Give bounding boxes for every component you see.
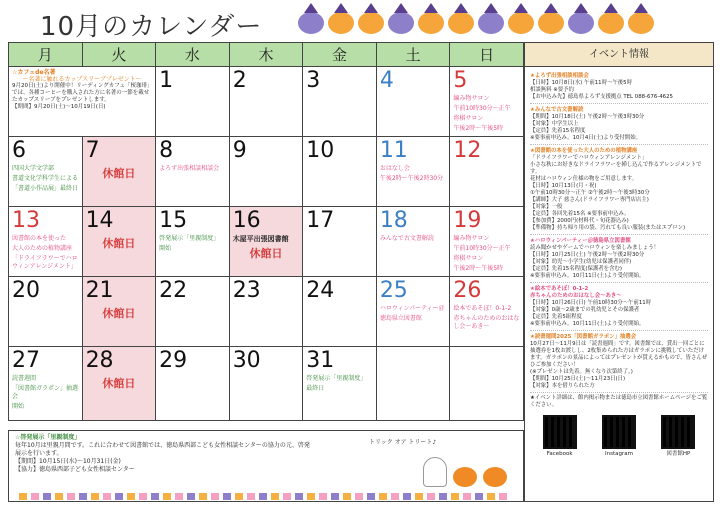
day-number: 7 [85, 138, 100, 163]
day-number: 5 [453, 68, 468, 93]
event-text: おはなし会 [379, 165, 410, 172]
day-cell[interactable] [82, 207, 156, 277]
jack-o-lantern-icon [483, 467, 507, 487]
event-subtitle: 赤ちゃんのためのおはなし会〜あき〜 [530, 293, 622, 299]
event-line: 読み聞かせやゲームでハロウィンを楽しみましょう！ [530, 245, 660, 251]
day-cell[interactable] [82, 277, 156, 347]
qr-label: 図書館HP [666, 451, 691, 457]
closed-label: 休館日 [102, 377, 136, 390]
pumpkin-decoration [298, 12, 654, 34]
day-number: 17 [306, 208, 335, 233]
event-info-body [525, 67, 713, 461]
divider [530, 392, 708, 393]
deco-text: トリック オア トリート♪ [369, 439, 437, 446]
gift-icon [127, 493, 135, 500]
weekday-sun: 日 [450, 43, 524, 67]
gift-icon [175, 493, 183, 500]
day-cell[interactable] [9, 207, 83, 277]
day-number: 12 [453, 138, 482, 163]
day-cell[interactable] [9, 137, 83, 207]
event-line: 【お申込み先】徳島県よろず支援拠点 TEL 088-676-4625 [530, 94, 673, 100]
gift-icon [487, 493, 495, 500]
day-cell-empty [376, 347, 450, 421]
day-cell[interactable] [229, 277, 303, 347]
pumpkin-icon [358, 12, 384, 34]
event-line: 【日時】10月26日(日) 午前10時30分〜午前11時 [530, 300, 652, 306]
gift-icon [499, 493, 507, 500]
gift-icon [475, 493, 483, 500]
day-cell[interactable] [156, 277, 230, 347]
event-text: 最終日 [306, 385, 325, 392]
day-number: 20 [12, 278, 40, 303]
event-text: 午後2時〜午後5時 [453, 265, 504, 272]
event-line: 【参加費】2000円(材料代・旬花器込み) [530, 218, 629, 224]
day-cell[interactable] [156, 207, 230, 277]
event-line: ※要事前申込み。10月4日(土)より受付開始。 [530, 135, 641, 141]
event-text: ハロウィンパーティー＠ [379, 305, 445, 312]
event-text: 将棋サロン [453, 115, 484, 122]
day-cell[interactable] [376, 207, 450, 277]
pumpkin-icon [568, 12, 594, 34]
divider [530, 330, 708, 331]
event-line: 小さな秋にお好きなドライフラワーを挿し込んで作るアレンジメントです。 [530, 162, 702, 175]
event-line: 【準備物】持ち帰り用の袋、汚れても良い服装(またはエプロン) [530, 225, 686, 231]
event-line: 花材はハロウィン仕様の物をご用意します。 [530, 176, 638, 182]
day-number: 31 [306, 348, 335, 373]
weekday-tue: 火 [82, 43, 156, 67]
day-number: 10 [306, 138, 335, 163]
day-cell[interactable] [82, 347, 156, 421]
foster-coop: 【協力】徳島県西部子ども女性相談センター [15, 466, 135, 473]
gift-icon [295, 493, 303, 500]
day-cell[interactable] [376, 67, 450, 137]
event-title: ★みんなで古文書解読 [530, 107, 584, 113]
gift-icon [103, 493, 111, 500]
gift-icon [391, 493, 399, 500]
gift-icon [307, 493, 315, 500]
day-number: 28 [85, 348, 114, 373]
event-line: 【対象】一般 [530, 204, 563, 210]
cafe-notice [9, 67, 156, 137]
gift-icon [247, 493, 255, 500]
gift-icon [31, 493, 39, 500]
pumpkin-icon [538, 12, 564, 34]
event-info-panel [524, 42, 714, 502]
day-number: 24 [306, 278, 335, 303]
event-line: 「ドライフラワーでハロウィンアレンジメント」 [530, 155, 648, 161]
gift-icon [403, 493, 411, 500]
day-cell[interactable] [9, 277, 83, 347]
event-block [530, 334, 708, 390]
week-row [9, 277, 524, 347]
cafe-sub: 〜名著に触れるカップスリーブプレゼント〜 [22, 76, 142, 83]
event-line: 【定員】各回先着15名 ※要事前申込み。 [530, 211, 630, 217]
day-number: 13 [12, 208, 40, 233]
divider [530, 234, 708, 235]
event-line: 10月27日〜11月9日は「読書週間」です。図書館では、貸出一回ごとに抽選券を1枚お渡しし、2枚集められた方はガラポンに挑戦していただけます。ガラポンの景品によってはプレゼントが貰えるかもので、皆さんぜひご参加ください！ [530, 341, 708, 368]
event-line: 【日時】10月13日(月・祝) [530, 183, 597, 189]
day-cell[interactable] [229, 137, 303, 207]
gift-icon [91, 493, 99, 500]
day-cell[interactable] [82, 137, 156, 207]
event-line: 【日時】10月8日(水) 午前11時〜午後5時 [530, 80, 632, 86]
day-number: 16 [232, 208, 261, 233]
event-text: 書道文化学科学生による [12, 175, 79, 182]
event-text: 絵本であそぼ！0-1-2 [453, 305, 512, 312]
event-line: 【日時】10月25日(土) 午後2時〜午後2時30分 [530, 252, 645, 258]
event-text: 読書週間 [12, 375, 37, 382]
gift-icon [283, 493, 291, 500]
day-number: 11 [379, 138, 408, 163]
gift-icon [115, 493, 123, 500]
day-cell[interactable] [9, 347, 83, 421]
qr-label: Facebook [546, 451, 573, 457]
day-number: 8 [159, 138, 174, 163]
event-line: 【対象】0歳〜2歳までの乳幼児とその保護者 [530, 307, 640, 313]
week-row [9, 137, 524, 207]
cafe-body: 9月20日(土)より開催中！リーディングカフェ「桜珈琲」では、各種コーヒーを購入された方に名著の一節を載せたカップスリーブをプレゼントします。 [12, 83, 150, 103]
cafe-period: 【期間】9月20日(土)〜10月19日(日) [12, 104, 106, 110]
pumpkin-icon [448, 12, 474, 34]
event-line: 【期間】10月25日(土)〜11月23日(日) [530, 376, 626, 382]
day-number: 14 [85, 208, 114, 233]
day-cell[interactable] [450, 67, 524, 137]
day-number: 26 [453, 278, 482, 303]
gift-icon [43, 493, 51, 500]
gift-icon [451, 493, 459, 500]
day-cell[interactable] [303, 277, 377, 347]
qr-code-row [530, 415, 708, 458]
event-line: 【講師】大子 慈さん(ドライフラワー専門店店主) [530, 197, 649, 203]
weekday-sat: 土 [376, 43, 450, 67]
day-cell[interactable] [303, 137, 377, 207]
foster-body: 毎年10月は里親月間です。これに合わせて図書館では、徳島県西部こども女性相談センターの協力の元、啓発展示を行います。 [15, 442, 310, 457]
gift-icon [211, 493, 219, 500]
gift-icon [55, 493, 63, 500]
week-row [9, 67, 524, 137]
day-number: 1 [159, 68, 174, 93]
weekday-fri: 金 [303, 43, 377, 67]
closed-label: 休館日 [102, 307, 136, 320]
week-row [9, 347, 524, 421]
event-text: 午前10時30分〜正午 [453, 105, 511, 112]
calendar-grid [8, 42, 524, 421]
event-text: 徳島県立図書館 [379, 315, 422, 322]
qr-instagram[interactable] [602, 415, 636, 458]
qr-library-hp[interactable] [661, 415, 695, 458]
halloween-illustration [423, 457, 507, 487]
day-number: 27 [12, 348, 40, 373]
day-cell-empty [450, 347, 524, 421]
qr-code-icon [602, 415, 636, 449]
event-block [530, 148, 708, 232]
event-line: 【定員】先着15名程度(保護者を含む) [530, 266, 622, 272]
qr-facebook[interactable] [543, 415, 577, 458]
qr-code-icon [661, 415, 695, 449]
day-cell[interactable] [156, 347, 230, 421]
event-text: 図書館の本を使った [12, 235, 67, 242]
gift-icon [151, 493, 159, 500]
day-cell[interactable] [450, 207, 524, 277]
foster-period: 【期間】10月15日(水)〜10月31日(金) [15, 458, 121, 465]
event-text: 啓発展示「里親制度」 [159, 235, 220, 242]
day-cell[interactable] [156, 137, 230, 207]
event-block [530, 107, 708, 142]
divider [530, 282, 708, 283]
event-text: 「書道小作品展」最終日 [12, 185, 79, 192]
day-number: 30 [232, 348, 261, 373]
event-text: 編み物サロン [453, 95, 490, 102]
day-cell[interactable] [229, 207, 303, 277]
gift-icon [331, 493, 339, 500]
event-title: ★読書週間2025「図書館ガラポン」抽選会 [530, 334, 637, 340]
page-title: 10月のカレンダー [40, 12, 263, 42]
event-line: ※要事前申込み。10月11日(土)より受付開始。 [530, 321, 645, 327]
event-title: ★よろず出張相談相談会 [530, 73, 589, 79]
day-cell[interactable] [376, 137, 450, 207]
event-text: 将棋サロン [453, 255, 484, 262]
event-line: ※要事前申込み。10月11日(土)より受付開始。 [530, 273, 645, 279]
day-cell[interactable] [229, 347, 303, 421]
event-line: 【対象】幼児〜小学生(幼児は保護者同伴) [530, 259, 632, 265]
gift-icon [139, 493, 147, 500]
event-text: よろず出張相談相談会 [159, 165, 220, 172]
event-line: 【期間】10月18日(土) 午後2時〜午後3時30分 [530, 114, 645, 120]
weekday-header-row [9, 43, 524, 67]
weekday-thu: 木 [229, 43, 303, 67]
day-number: 19 [453, 208, 482, 233]
event-text: 大人のための植物講座 [12, 245, 73, 252]
day-cell[interactable] [376, 277, 450, 347]
closed-label: 休館日 [102, 237, 136, 250]
week-row [9, 207, 524, 277]
event-text: 四国大学文学部 [12, 165, 55, 172]
qr-label: Instagram [604, 451, 633, 457]
day-number: 6 [12, 138, 26, 163]
event-text: 「ドライフラワーでハロウィンアレンジメント」 [12, 255, 78, 270]
event-text: 編み物サロン [453, 235, 490, 242]
event-line: 【定員】先着15名程度 [530, 128, 586, 134]
gift-icon [271, 493, 279, 500]
event-info-header: イベント情報 [525, 43, 713, 67]
foster-heading: ☆啓発展示「里親制度」 [15, 434, 81, 441]
day-number: 25 [379, 278, 408, 303]
gift-icon [427, 493, 435, 500]
divider [530, 103, 708, 104]
pumpkin-icon [328, 12, 354, 34]
gift-icon [319, 493, 327, 500]
info-footer: ★イベント詳細は、館内掲示物または徳島市立図書館ホームページをご覧ください。 [530, 395, 708, 408]
event-block [530, 73, 708, 101]
event-line: 相談無料 ※要予約 [530, 87, 574, 93]
gift-icon [439, 493, 447, 500]
event-block [530, 238, 708, 280]
event-text: 開始 [12, 403, 25, 410]
day-number: 18 [379, 208, 408, 233]
day-number: 3 [306, 68, 321, 93]
day-cell[interactable] [229, 67, 303, 137]
gift-icon [79, 493, 87, 500]
gift-border [9, 493, 523, 501]
ghost-icon [423, 457, 447, 487]
pumpkin-icon [388, 12, 414, 34]
event-title: ★ハロウィンパーティー＠徳島県立図書館 [530, 238, 631, 244]
event-title: ★図書館の本を使った大人のための植物講座 [530, 148, 638, 154]
gift-icon [355, 493, 363, 500]
foster-notice [8, 430, 524, 502]
day-cell[interactable] [450, 137, 524, 207]
event-block [530, 286, 708, 328]
gift-icon [379, 493, 387, 500]
event-text: 赤ちゃんのためのおはなし会〜あき〜 [453, 315, 520, 330]
event-line: 【対象】本を借りられた方 [530, 383, 595, 389]
jack-o-lantern-icon [453, 467, 477, 487]
gift-icon [19, 493, 27, 500]
gift-icon [259, 493, 267, 500]
day-number: 23 [232, 278, 261, 303]
day-number: 9 [232, 138, 247, 163]
event-line: ①午前10時30分〜正午 ②午後2時〜午後3時30分 [530, 190, 650, 196]
event-text: 午前10時30分〜正午 [453, 245, 511, 252]
gift-icon [235, 493, 243, 500]
pumpkin-icon [298, 12, 324, 34]
gift-icon [415, 493, 423, 500]
pumpkin-icon [628, 12, 654, 34]
pumpkin-icon [418, 12, 444, 34]
gift-icon [223, 493, 231, 500]
pumpkin-icon [598, 12, 624, 34]
gift-icon [343, 493, 351, 500]
weekday-mon: 月 [9, 43, 83, 67]
event-text: 木屋平出張図書館 [232, 235, 289, 243]
cafe-heading: ☆カフェde名著 [12, 69, 56, 76]
qr-code-icon [543, 415, 577, 449]
event-title: ★絵本であそぼ！0-1-2 [530, 286, 589, 292]
event-line: (※プレゼントは先着。無くなり次第終了。) [530, 369, 633, 375]
event-line: 【定員】先着5組程度 [530, 314, 582, 320]
day-cell[interactable] [303, 347, 377, 421]
day-cell[interactable] [303, 207, 377, 277]
gift-icon [187, 493, 195, 500]
event-line: 【対象】中学生以上 [530, 121, 579, 127]
gift-icon [199, 493, 207, 500]
day-number: 22 [159, 278, 188, 303]
day-cell[interactable] [156, 67, 230, 137]
day-number: 29 [159, 348, 188, 373]
closed-label: 休館日 [102, 167, 136, 180]
day-number: 21 [85, 278, 114, 303]
event-text: 「図書館ガラポン」抽選会 [12, 385, 79, 400]
weekday-wed: 水 [156, 43, 230, 67]
divider [530, 144, 708, 145]
event-text: 午後2時〜午後2時30分 [379, 175, 444, 182]
event-text: 啓発展示「里親制度」 [306, 375, 367, 382]
gift-icon [67, 493, 75, 500]
day-number: 15 [159, 208, 188, 233]
event-text: 午後2時〜午後5時 [453, 125, 504, 132]
event-text: 開始 [159, 245, 172, 252]
day-number: 4 [379, 68, 394, 93]
day-cell[interactable] [450, 277, 524, 347]
gift-icon [367, 493, 375, 500]
event-text: みんなで古文書解読 [379, 235, 434, 242]
gift-icon [163, 493, 171, 500]
pumpkin-icon [508, 12, 534, 34]
day-number: 2 [232, 68, 247, 93]
day-cell[interactable] [303, 67, 377, 137]
closed-label: 休館日 [249, 247, 283, 260]
gift-icon [463, 493, 471, 500]
pumpkin-icon [478, 12, 504, 34]
